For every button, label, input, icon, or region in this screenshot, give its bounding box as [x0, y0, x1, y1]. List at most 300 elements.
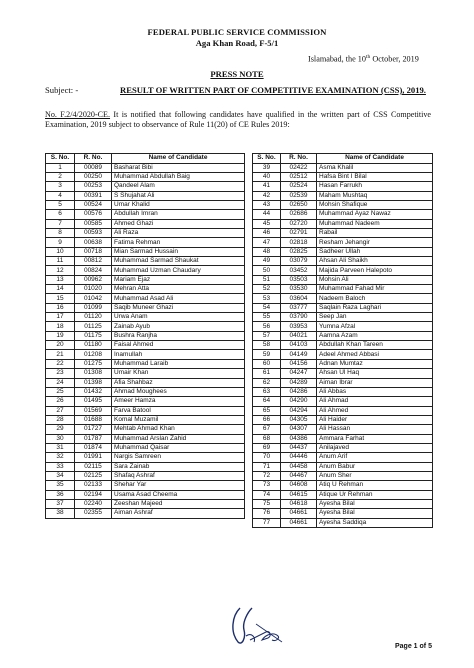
candidate-name-cell: Muhammad Sarmad Shaukat	[112, 257, 245, 266]
roll-number-cell: 01308	[75, 369, 112, 378]
table-row	[253, 425, 433, 434]
table-row	[46, 257, 245, 266]
serial-number-cell: 20	[46, 341, 75, 350]
roll-number-cell: 00593	[75, 229, 112, 238]
candidate-name-cell: Abdullah Khan Tareen	[317, 341, 433, 350]
serial-number-cell: 43	[253, 200, 281, 209]
table-row	[46, 499, 245, 508]
table-row	[253, 247, 433, 256]
table-row	[46, 406, 245, 415]
roll-number-cell: 00250	[75, 172, 112, 181]
serial-number-cell: 48	[253, 247, 281, 256]
table-row	[253, 172, 433, 181]
serial-number-cell: 29	[46, 425, 75, 434]
table-row	[253, 229, 433, 238]
roll-number-cell: 02791	[281, 229, 317, 238]
candidate-name-cell: Bushra Ranjha	[112, 331, 245, 340]
table-row	[46, 397, 245, 406]
dateline-suffix: October, 2019	[370, 54, 419, 64]
column-header-sno: S. No.	[46, 154, 75, 164]
roll-number-cell: 04247	[281, 369, 317, 378]
table-row	[46, 443, 245, 452]
serial-number-cell: 46	[253, 229, 281, 238]
serial-number-cell: 4	[46, 191, 75, 200]
roll-number-cell: 01020	[75, 285, 112, 294]
candidate-name-cell: Ayesha Saddiqa	[317, 518, 433, 527]
serial-number-cell: 25	[46, 387, 75, 396]
candidate-name-cell: Ali Hassan	[317, 425, 433, 434]
results-table-left-body	[46, 163, 245, 518]
table-row	[46, 210, 245, 219]
roll-number-cell: 03503	[281, 275, 317, 284]
roll-number-cell: 04156	[281, 359, 317, 368]
table-row	[253, 415, 433, 424]
candidate-name-cell: Shehar Yar	[112, 481, 245, 490]
roll-number-cell: 03790	[281, 313, 317, 322]
table-row	[253, 331, 433, 340]
roll-number-cell: 02539	[281, 191, 317, 200]
serial-number-cell: 69	[253, 443, 281, 452]
candidate-name-cell: Abdullah Imran	[112, 210, 245, 219]
candidate-name-cell: Sara Zainab	[112, 462, 245, 471]
serial-number-cell: 11	[46, 257, 75, 266]
candidate-name-cell: Zeeshan Majeed	[112, 499, 245, 508]
serial-number-cell: 65	[253, 406, 281, 415]
serial-number-cell: 15	[46, 294, 75, 303]
table-row	[46, 275, 245, 284]
serial-number-cell: 58	[253, 341, 281, 350]
serial-number-cell: 3	[46, 182, 75, 191]
candidate-name-cell: Mariam Ejaz	[112, 275, 245, 284]
notice-body: It is notified that following candidates have qualified in the written part of CSS Competitive Examination, 2019 subject to observance of Rule 11(20) of CE Rules 2019:	[45, 110, 431, 129]
table-row	[253, 182, 433, 191]
roll-number-cell: 02115	[75, 462, 112, 471]
column-header-name: Name of Candidate	[317, 154, 433, 164]
candidate-name-cell: Asma Khalil	[317, 163, 433, 172]
table-row	[46, 322, 245, 331]
roll-number-cell: 01432	[75, 387, 112, 396]
serial-number-cell: 36	[46, 490, 75, 499]
table-row	[253, 434, 433, 443]
candidate-name-cell: Saqib Muneer Ghazi	[112, 303, 245, 312]
column-header-sno: S. No.	[253, 154, 281, 164]
roll-number-cell: 02125	[75, 471, 112, 480]
candidate-name-cell: Anum Arif	[317, 453, 433, 462]
candidate-name-cell: Anilajaved	[317, 443, 433, 452]
serial-number-cell: 33	[46, 462, 75, 471]
candidate-name-cell: Umar Khalid	[112, 200, 245, 209]
candidate-name-cell: Usama Asad Cheema	[112, 490, 245, 499]
candidate-name-cell: Aiman Ibrar	[317, 378, 433, 387]
candidate-name-cell: Basharat Bibi	[112, 163, 245, 172]
candidate-name-cell: Ahmad Moughees	[112, 387, 245, 396]
dateline-prefix: Islamabad, the 10	[308, 54, 366, 64]
roll-number-cell: 04305	[281, 415, 317, 424]
roll-number-cell: 02825	[281, 247, 317, 256]
roll-number-cell: 01042	[75, 294, 112, 303]
table-row	[253, 350, 433, 359]
candidate-name-cell: Muhammad Asad Ali	[112, 294, 245, 303]
table-row	[253, 294, 433, 303]
serial-number-cell: 12	[46, 266, 75, 275]
serial-number-cell: 17	[46, 313, 75, 322]
roll-number-cell: 01569	[75, 406, 112, 415]
table-header-row	[46, 154, 245, 164]
roll-number-cell: 02240	[75, 499, 112, 508]
candidate-name-cell: Mian Sarmad Hussain	[112, 247, 245, 256]
roll-number-cell: 01180	[75, 341, 112, 350]
serial-number-cell: 54	[253, 303, 281, 312]
roll-number-cell: 00576	[75, 210, 112, 219]
candidate-name-cell: Muhammad Laraib	[112, 359, 245, 368]
serial-number-cell: 35	[46, 481, 75, 490]
candidate-name-cell: Ali Raza	[112, 229, 245, 238]
serial-number-cell: 52	[253, 285, 281, 294]
table-row	[253, 406, 433, 415]
serial-number-cell: 28	[46, 415, 75, 424]
roll-number-cell: 01208	[75, 350, 112, 359]
dateline-ordinal: th	[365, 54, 371, 60]
serial-number-cell: 51	[253, 275, 281, 284]
candidate-name-cell: Komal Muzamil	[112, 415, 245, 424]
serial-number-cell: 14	[46, 285, 75, 294]
table-row	[46, 453, 245, 462]
table-row	[46, 247, 245, 256]
roll-number-cell: 01275	[75, 359, 112, 368]
candidate-name-cell: Atiq U Rehman	[317, 481, 433, 490]
roll-number-cell: 01495	[75, 397, 112, 406]
column-header-rno: R. No.	[281, 154, 317, 164]
table-row	[253, 257, 433, 266]
roll-number-cell: 03530	[281, 285, 317, 294]
candidate-name-cell: Seep Jan	[317, 313, 433, 322]
subject-text: RESULT OF WRITTEN PART OF COMPETITIVE EXAMINATION (CSS), 2019.	[120, 85, 426, 95]
serial-number-cell: 59	[253, 350, 281, 359]
notice-paragraph	[45, 110, 431, 130]
table-row	[253, 518, 433, 527]
roll-number-cell: 03452	[281, 266, 317, 275]
candidate-name-cell: Ahsan Ali Shaikh	[317, 257, 433, 266]
table-row	[253, 499, 433, 508]
candidate-name-cell: Rabail	[317, 229, 433, 238]
table-row	[253, 509, 433, 518]
candidate-name-cell: Aamna Azam	[317, 331, 433, 340]
table-row	[253, 219, 433, 228]
table-row	[46, 434, 245, 443]
roll-number-cell: 04661	[281, 509, 317, 518]
table-row	[46, 462, 245, 471]
serial-number-cell: 66	[253, 415, 281, 424]
candidate-name-cell: Yumna Afzal	[317, 322, 433, 331]
serial-number-cell: 24	[46, 378, 75, 387]
table-row	[46, 425, 245, 434]
serial-number-cell: 68	[253, 434, 281, 443]
subject-label: Subject: -	[45, 85, 79, 95]
roll-number-cell: 01175	[75, 331, 112, 340]
press-note-title: PRESS NOTE	[210, 69, 264, 79]
candidate-name-cell: Hasan Farrukh	[317, 182, 433, 191]
candidate-name-cell: Maham Mushtaq	[317, 191, 433, 200]
table-row	[253, 397, 433, 406]
table-row	[46, 313, 245, 322]
table-row	[46, 481, 245, 490]
roll-number-cell: 04661	[281, 518, 317, 527]
serial-number-cell: 38	[46, 509, 75, 518]
serial-number-cell: 26	[46, 397, 75, 406]
candidate-name-cell: Muhammad Arslan Zahid	[112, 434, 245, 443]
serial-number-cell: 10	[46, 247, 75, 256]
candidate-name-cell: Afia Shahbaz	[112, 378, 245, 387]
serial-number-cell: 50	[253, 266, 281, 275]
table-row	[46, 415, 245, 424]
organization-name: FEDERAL PUBLIC SERVICE COMMISSION	[147, 27, 327, 37]
roll-number-cell: 00812	[75, 257, 112, 266]
roll-number-cell: 00585	[75, 219, 112, 228]
serial-number-cell: 30	[46, 434, 75, 443]
candidate-name-cell: Zainab Ayub	[112, 322, 245, 331]
column-header-rno: R. No.	[75, 154, 112, 164]
candidate-name-cell: Shafaq Ashraf	[112, 471, 245, 480]
serial-number-cell: 32	[46, 453, 75, 462]
table-row	[46, 369, 245, 378]
table-row	[253, 462, 433, 471]
candidate-name-cell: Muhammad Fahad Mir	[317, 285, 433, 294]
roll-number-cell: 01991	[75, 453, 112, 462]
table-row	[253, 359, 433, 368]
table-row	[46, 229, 245, 238]
serial-number-cell: 23	[46, 369, 75, 378]
table-row	[253, 387, 433, 396]
roll-number-cell: 01787	[75, 434, 112, 443]
roll-number-cell: 03079	[281, 257, 317, 266]
table-row	[46, 285, 245, 294]
candidate-name-cell: Muhammad Nadeem	[317, 219, 433, 228]
roll-number-cell: 02650	[281, 200, 317, 209]
candidate-name-cell: Umair Khan	[112, 369, 245, 378]
table-row	[253, 210, 433, 219]
serial-number-cell: 45	[253, 219, 281, 228]
candidate-name-cell: Ahsan Ul Haq	[317, 369, 433, 378]
roll-number-cell: 00253	[75, 182, 112, 191]
table-row	[46, 331, 245, 340]
roll-number-cell: 01099	[75, 303, 112, 312]
roll-number-cell: 04608	[281, 481, 317, 490]
candidate-name-cell: Mehtab Ahmad Khan	[112, 425, 245, 434]
candidate-name-cell: Adnan Mumtaz	[317, 359, 433, 368]
candidate-name-cell: Urwa Anam	[112, 313, 245, 322]
roll-number-cell: 02422	[281, 163, 317, 172]
table-row	[253, 471, 433, 480]
roll-number-cell: 02194	[75, 490, 112, 499]
serial-number-cell: 71	[253, 462, 281, 471]
roll-number-cell: 04437	[281, 443, 317, 452]
roll-number-cell: 04467	[281, 471, 317, 480]
roll-number-cell: 04290	[281, 397, 317, 406]
roll-number-cell: 04458	[281, 462, 317, 471]
roll-number-cell: 01120	[75, 313, 112, 322]
candidate-name-cell: Sadheer Ullah	[317, 247, 433, 256]
roll-number-cell: 02512	[281, 172, 317, 181]
serial-number-cell: 41	[253, 182, 281, 191]
candidate-name-cell: Ali Ahmad	[317, 397, 433, 406]
serial-number-cell: 63	[253, 387, 281, 396]
roll-number-cell: 02686	[281, 210, 317, 219]
candidate-name-cell: Mohsin Shafique	[317, 200, 433, 209]
results-table-right-body	[253, 163, 433, 527]
table-row	[46, 163, 245, 172]
roll-number-cell: 00962	[75, 275, 112, 284]
serial-number-cell: 42	[253, 191, 281, 200]
signature-image	[226, 602, 288, 646]
candidate-name-cell: Adeel Ahmed Abbasi	[317, 350, 433, 359]
candidate-name-cell: S Shujahat Ali	[112, 191, 245, 200]
roll-number-cell: 03604	[281, 294, 317, 303]
serial-number-cell: 75	[253, 499, 281, 508]
roll-number-cell: 01125	[75, 322, 112, 331]
serial-number-cell: 67	[253, 425, 281, 434]
table-row	[253, 163, 433, 172]
serial-number-cell: 62	[253, 378, 281, 387]
roll-number-cell: 02818	[281, 238, 317, 247]
results-table-left	[45, 153, 245, 519]
serial-number-cell: 64	[253, 397, 281, 406]
serial-number-cell: 2	[46, 172, 75, 181]
serial-number-cell: 31	[46, 443, 75, 452]
roll-number-cell: 00391	[75, 191, 112, 200]
candidate-name-cell: Nadeem Baloch	[317, 294, 433, 303]
table-row	[46, 471, 245, 480]
candidate-name-cell: Muhammad Uzman Chaudary	[112, 266, 245, 275]
serial-number-cell: 8	[46, 229, 75, 238]
roll-number-cell: 00524	[75, 200, 112, 209]
candidate-name-cell: Ayesha Bilal	[317, 499, 433, 508]
roll-number-cell: 01398	[75, 378, 112, 387]
table-row	[46, 172, 245, 181]
table-row	[253, 453, 433, 462]
serial-number-cell: 55	[253, 313, 281, 322]
roll-number-cell: 03953	[281, 322, 317, 331]
candidate-name-cell: Inamullah	[112, 350, 245, 359]
table-row	[253, 378, 433, 387]
table-row	[253, 322, 433, 331]
column-header-name: Name of Candidate	[112, 154, 245, 164]
serial-number-cell: 47	[253, 238, 281, 247]
roll-number-cell: 00089	[75, 163, 112, 172]
candidate-name-cell: Ayesha Bilal	[317, 509, 433, 518]
table-row	[46, 191, 245, 200]
serial-number-cell: 13	[46, 275, 75, 284]
serial-number-cell: 40	[253, 172, 281, 181]
roll-number-cell: 04446	[281, 453, 317, 462]
table-row	[46, 359, 245, 368]
table-row	[46, 219, 245, 228]
serial-number-cell: 61	[253, 369, 281, 378]
candidate-name-cell: Anum Babur	[317, 462, 433, 471]
candidate-name-cell: Ali Ahmed	[317, 406, 433, 415]
candidate-name-cell: Mehran Atta	[112, 285, 245, 294]
table-row	[253, 238, 433, 247]
table-row	[253, 313, 433, 322]
table-row	[46, 303, 245, 312]
candidate-name-cell: Saqlain Raza Laghari	[317, 303, 433, 312]
serial-number-cell: 49	[253, 257, 281, 266]
roll-number-cell: 02524	[281, 182, 317, 191]
table-row	[46, 509, 245, 518]
roll-number-cell: 02133	[75, 481, 112, 490]
candidate-name-cell: Ahmed Ghazi	[112, 219, 245, 228]
candidate-name-cell: Ali Haider	[317, 415, 433, 424]
serial-number-cell: 18	[46, 322, 75, 331]
table-row	[253, 369, 433, 378]
serial-number-cell: 19	[46, 331, 75, 340]
serial-number-cell: 22	[46, 359, 75, 368]
table-row	[253, 443, 433, 452]
serial-number-cell: 57	[253, 331, 281, 340]
table-row	[46, 182, 245, 191]
roll-number-cell: 02355	[75, 509, 112, 518]
candidate-name-cell: Majida Parveen Halepoto	[317, 266, 433, 275]
table-row	[46, 200, 245, 209]
serial-number-cell: 21	[46, 350, 75, 359]
table-row	[253, 275, 433, 284]
candidate-name-cell: Farva Batool	[112, 406, 245, 415]
serial-number-cell: 77	[253, 518, 281, 527]
table-row	[46, 350, 245, 359]
serial-number-cell: 53	[253, 294, 281, 303]
roll-number-cell: 01727	[75, 425, 112, 434]
candidate-name-cell: Hafsa Bint I Bilal	[317, 172, 433, 181]
serial-number-cell: 60	[253, 359, 281, 368]
dateline	[308, 54, 419, 64]
roll-number-cell: 04618	[281, 499, 317, 508]
candidate-name-cell: Muhammad Qaisar	[112, 443, 245, 452]
serial-number-cell: 74	[253, 490, 281, 499]
serial-number-cell: 73	[253, 481, 281, 490]
table-row	[253, 490, 433, 499]
candidate-name-cell: Fatima Rehman	[112, 238, 245, 247]
roll-number-cell: 02720	[281, 219, 317, 228]
table-row	[253, 285, 433, 294]
table-row	[253, 341, 433, 350]
serial-number-cell: 37	[46, 499, 75, 508]
roll-number-cell: 00638	[75, 238, 112, 247]
roll-number-cell: 04289	[281, 378, 317, 387]
roll-number-cell: 04386	[281, 434, 317, 443]
candidate-name-cell: Qandeel Alam	[112, 182, 245, 191]
candidate-name-cell: Muhammad Abdullah Baig	[112, 172, 245, 181]
table-row	[46, 238, 245, 247]
roll-number-cell: 04286	[281, 387, 317, 396]
table-header-row	[253, 154, 433, 164]
table-row	[253, 481, 433, 490]
table-row	[46, 294, 245, 303]
table-row	[46, 387, 245, 396]
table-row	[46, 490, 245, 499]
serial-number-cell: 34	[46, 471, 75, 480]
roll-number-cell: 04307	[281, 425, 317, 434]
roll-number-cell: 01874	[75, 443, 112, 452]
table-row	[253, 266, 433, 275]
serial-number-cell: 76	[253, 509, 281, 518]
roll-number-cell: 03777	[281, 303, 317, 312]
roll-number-cell: 00718	[75, 247, 112, 256]
roll-number-cell: 04294	[281, 406, 317, 415]
candidate-name-cell: Nargis Samreen	[112, 453, 245, 462]
serial-number-cell: 6	[46, 210, 75, 219]
table-row	[253, 200, 433, 209]
candidate-name-cell: Anum Sher	[317, 471, 433, 480]
candidate-name-cell: Resham Jehangir	[317, 238, 433, 247]
